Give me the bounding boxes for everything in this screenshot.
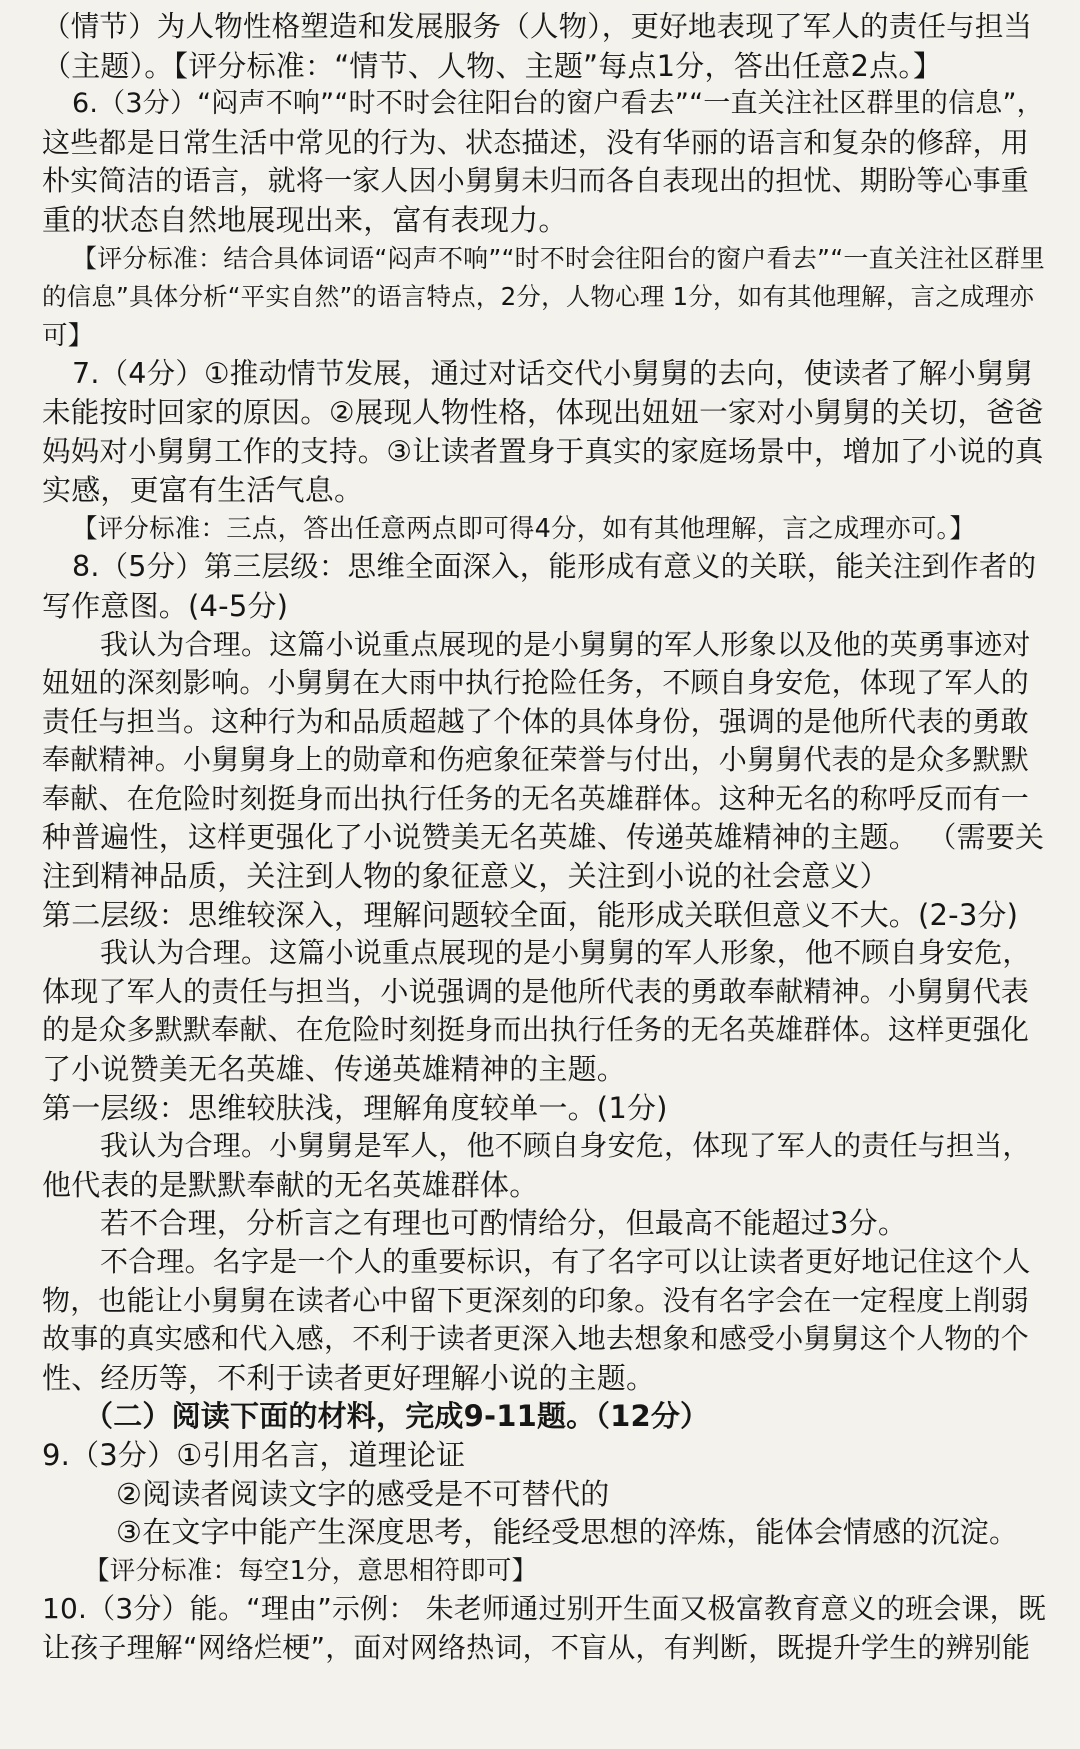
text-line: 【评分标准：每空1分，意思相符即可】 (84, 1555, 538, 1586)
text-line: ③在文字中能产生深度思考，能经受思想的淬炼，能体会情感的沉淀。 (116, 1515, 1019, 1550)
text-line: 【评分标准：三点，答出任意两点即可得4分，如有其他理解，言之成理亦可。】 (72, 513, 976, 544)
text-line: 朴实简洁的语言，就将一家人因小舅舅未归而各自表现出的担忧、期盼等心事重 (42, 164, 1030, 198)
text-line: 重的状态自然地展现出来，富有表现力。 (42, 202, 568, 237)
text-line: 不合理。名字是一个人的重要标识，有了名字可以让读者更好地记住这个人 (100, 1245, 1031, 1278)
text-line: 了小说赞美无名英雄、传递英雄精神的主题。 (42, 1052, 627, 1087)
text-line: 6.（3分）“闷声不响”“时不时会往阳台的窗户看去”“一直关注社区群里的信息”， (72, 88, 1044, 120)
text-line: 妞妞的深刻影响。小舅舅在大雨中执行抢险任务，不顾自身安危，体现了军人的 (42, 666, 1030, 700)
text-line: （主题）。【评分标准：“情节、人物、主题”每点1分，答出任意2点。】 (42, 48, 943, 83)
text-line: （情节）为人物性格塑造和发展服务（人物），更好地表现了军人的责任与担当 (42, 10, 1033, 43)
text-line: 这些都是日常生活中常见的行为、状态描述，没有华丽的语言和复杂的修辞，用 (42, 125, 1030, 159)
text-line: 体现了军人的责任与担当，小说强调的是他所代表的勇敢奉献精神。小舅舅代表 (42, 974, 1030, 1008)
text-line: 我认为合理。这篇小说重点展现的是小舅舅的军人形象，他不顾自身安危， (100, 936, 1031, 970)
text-line: 若不合理，分析言之有理也可酌情给分，但最高不能超过3分。 (100, 1206, 908, 1241)
text-line: 实感，更富有生活气息。 (42, 473, 364, 508)
text-line: 的是众多默默奉献、在危险时刻挺身而出执行任务的无名英雄群体。这样更强化 (42, 1013, 1030, 1047)
text-line: （二）阅读下面的材料，完成9-11题。（12分） (84, 1399, 710, 1434)
text-line: 让孩子理解“网络烂梗”，面对网络热词，不盲从，有判断，既提升学生的辨别能 (42, 1630, 1031, 1664)
text-line: 注到精神品质，关注到人物的象征意义，关注到小说的社会意义） (42, 859, 889, 894)
text-line: 【评分标准：结合具体词语“闷声不响”“时不时会往阳台的窗户看去”“一直关注社区群里 (72, 243, 1045, 273)
text-line: ②阅读者阅读文字的感受是不可替代的 (116, 1476, 610, 1511)
text-line: 故事的真实感和代入感，不利于读者更深入地去想象和感受小舅舅这个人物的个 (42, 1322, 1030, 1356)
text-line: 10.（3分）能。“理由”示例： 朱老师通过别开生面又极富教育意义的班会课，既 (42, 1592, 1047, 1626)
text-line: 奉献、在危险时刻挺身而出执行任务的无名英雄群体。这种无名的称呼反而有一 (42, 781, 1030, 815)
text-line: 性、经历等，不利于读者更好理解小说的主题。 (42, 1360, 656, 1395)
text-line: 物，也能让小舅舅在读者心中留下更深刻的印象。没有名字会在一定程度上削弱 (42, 1283, 1030, 1317)
text-line: 责任与担当。这种行为和品质超越了个体的具体身份，强调的是他所代表的勇敢 (42, 704, 1030, 738)
text-line: 9.（3分）①引用名言，道理论证 (42, 1437, 466, 1472)
text-line: 妈妈对小舅舅工作的支持。③让读者置身于真实的家庭场景中，增加了小说的真 (42, 434, 1044, 468)
text-line: 他代表的是默默奉献的无名英雄群体。 (42, 1167, 539, 1202)
text-line: 可】 (42, 320, 94, 351)
text-line: 写作意图。(4-5分) (42, 588, 289, 623)
text-line: 我认为合理。这篇小说重点展现的是小舅舅的军人形象以及他的英勇事迹对 (100, 627, 1031, 661)
text-line: 7.（4分）①推动情节发展，通过对话交代小舅舅的去向，使读者了解小舅舅 (72, 357, 1034, 391)
text-line: 种普遍性，这样更强化了小说赞美无名英雄、传递英雄精神的主题。 （需要关 (42, 820, 1045, 855)
text-line: 第一层级：思维较肤浅，理解角度较单一。(1分) (42, 1090, 668, 1125)
text-line: 奉献精神。小舅舅身上的勋章和伤疤象征荣誉与付出，小舅舅代表的是众多默默 (42, 743, 1030, 777)
text-line: 8.（5分）第三层级：思维全面深入，能形成有意义的关联，能关注到作者的 (72, 550, 1037, 584)
text-line: 我认为合理。小舅舅是军人，他不顾自身安危，体现了军人的责任与担当， (100, 1129, 1031, 1163)
text-line: 第二层级：思维较深入，理解问题较全面，能形成关联但意义不大。(2-3分) (42, 897, 1019, 932)
text-line: 未能按时回家的原因。②展现人物性格，体现出妞妞一家对小舅舅的关切，爸爸 (42, 395, 1044, 429)
text-line: 的信息”具体分析“平实自然”的语言特点，2分，人物心理 1分，如有其他理解，言之成理亦 (42, 282, 1035, 312)
